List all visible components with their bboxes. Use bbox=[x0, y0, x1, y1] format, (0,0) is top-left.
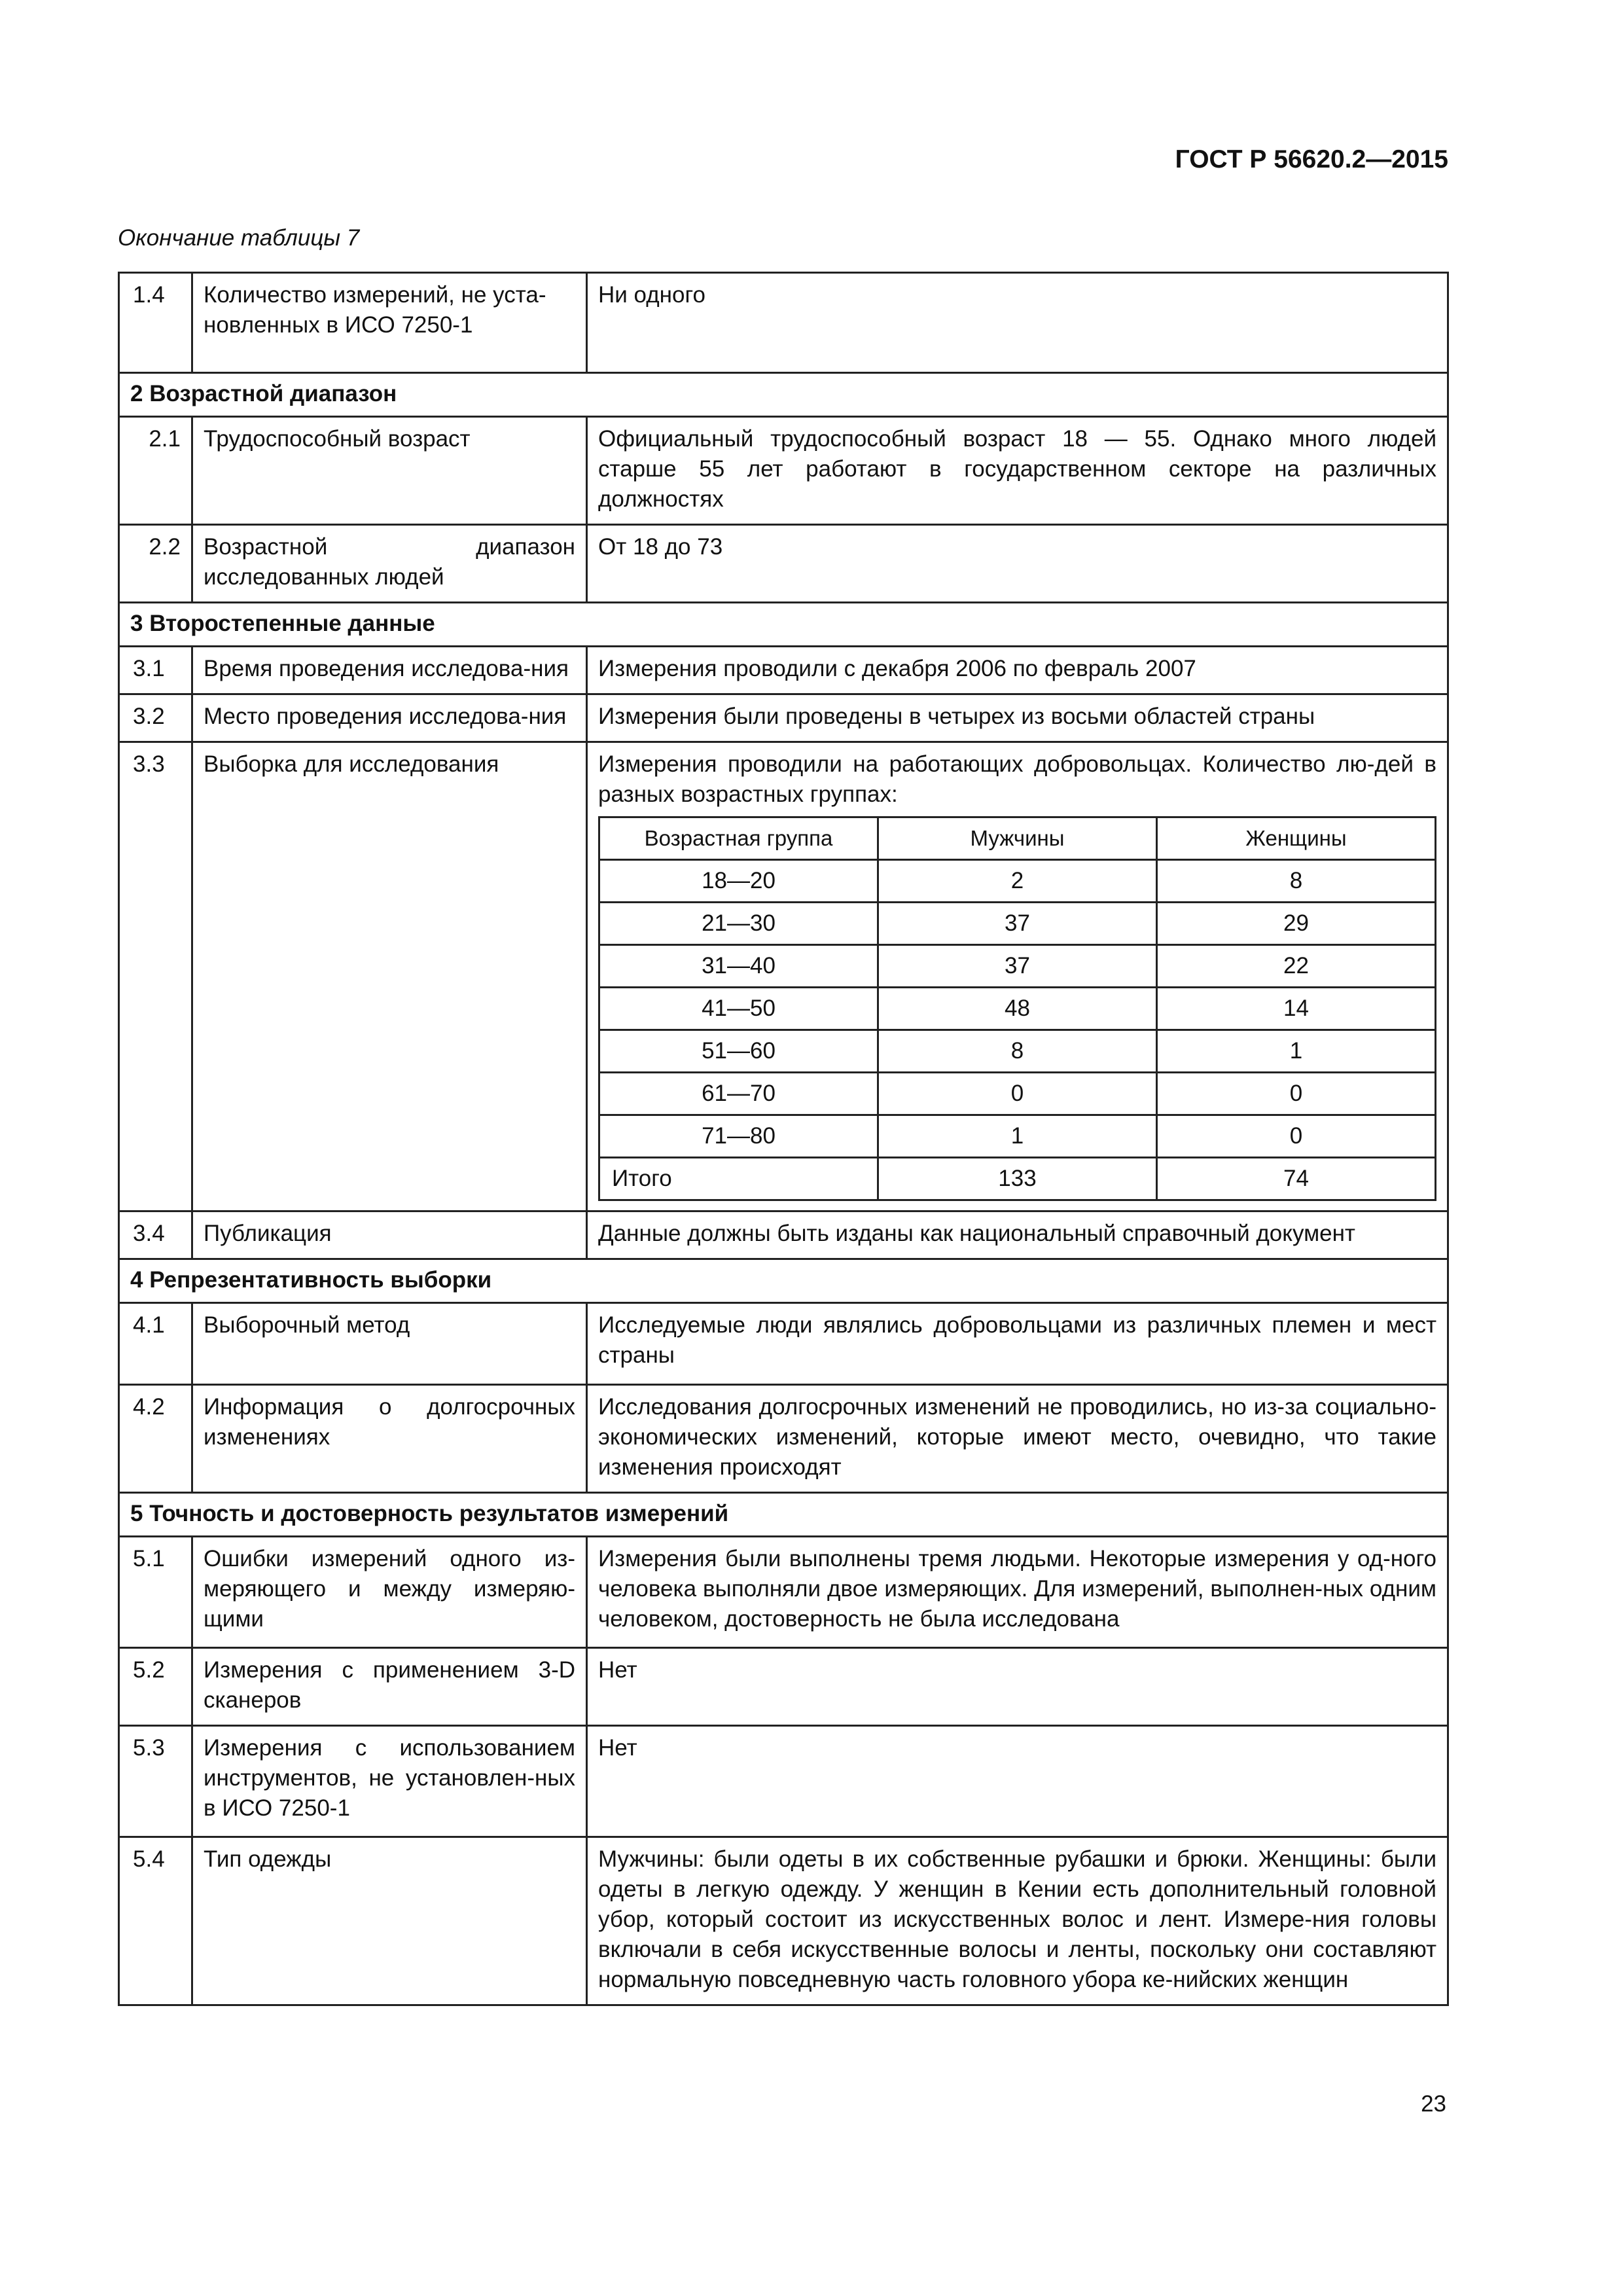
row-value: Исследования долгосрочных изменений не проводились, но из-за социально-экономических изменений, которые имеют место, очевидно, что такие изменения происходят bbox=[587, 1385, 1448, 1493]
men-count: 48 bbox=[878, 988, 1157, 1030]
row-name: Публикация bbox=[192, 1211, 587, 1259]
section-row bbox=[119, 1493, 1448, 1537]
row-value-cell bbox=[587, 742, 1448, 1211]
women-count: 22 bbox=[1157, 945, 1436, 988]
table-row bbox=[119, 1537, 1448, 1648]
men-count: 0 bbox=[878, 1073, 1157, 1115]
row-name: Место проведения исследова-ния bbox=[192, 694, 587, 742]
row-number: 5.2 bbox=[119, 1648, 192, 1726]
age-table-header: Мужчины bbox=[878, 817, 1157, 860]
women-count: 0 bbox=[1157, 1073, 1436, 1115]
row-value: Нет bbox=[587, 1648, 1448, 1726]
row-name: Измерения с использованием инструментов, не установлен-ных в ИСО 7250-1 bbox=[192, 1726, 587, 1837]
women-count: 14 bbox=[1157, 988, 1436, 1030]
row-number: 4.2 bbox=[119, 1385, 192, 1493]
age-group: 61—70 bbox=[599, 1073, 878, 1115]
age-group-table bbox=[598, 816, 1436, 1201]
row-name: Информация о долгосрочных изменениях bbox=[192, 1385, 587, 1493]
row-number: 3.2 bbox=[119, 694, 192, 742]
age-table-header: Женщины bbox=[1157, 817, 1436, 860]
age-table-row bbox=[599, 1030, 1436, 1073]
age-group: 71—80 bbox=[599, 1115, 878, 1158]
row-value: Измерения проводили с декабря 2006 по февраль 2007 bbox=[587, 647, 1448, 694]
age-table-header-row bbox=[599, 817, 1436, 860]
row-value: Измерения были выполнены тремя людьми. Некоторые измерения у од-ного человека выполняли двое измеряющих. Для измерений, выполнен-ных одним человеком, достоверность не была исследована bbox=[587, 1537, 1448, 1648]
row-value: От 18 до 73 bbox=[587, 525, 1448, 603]
age-group: 31—40 bbox=[599, 945, 878, 988]
section-title: 2 Возрастной диапазон bbox=[119, 373, 1448, 417]
age-group: 51—60 bbox=[599, 1030, 878, 1073]
row-number: 3.1 bbox=[119, 647, 192, 694]
row-name: Ошибки измерений одного из-меряющего и между измеряю-щими bbox=[192, 1537, 587, 1648]
row-value: Данные должны быть изданы как национальный справочный документ bbox=[587, 1211, 1448, 1259]
row-number: 3.4 bbox=[119, 1211, 192, 1259]
age-table-total-row bbox=[599, 1158, 1436, 1200]
row-value: Мужчины: были одеты в их собственные рубашки и брюки. Женщины: были одеты в легкую одежду. У женщин в Кении есть дополнительный головной убор, который состоит из искусственных волос и лент. Измере-ния головы включали в себя искусственные волосы и ленты, поскольку они составляют нормальную повседневную часть головного убора ке-нийских женщин bbox=[587, 1837, 1448, 2005]
row-name: Измерения с применением 3-D сканеров bbox=[192, 1648, 587, 1726]
row-number: 3.3 bbox=[119, 742, 192, 1211]
age-group: 21—30 bbox=[599, 903, 878, 945]
women-count: 8 bbox=[1157, 860, 1436, 903]
age-group: 41—50 bbox=[599, 988, 878, 1030]
row-number: 2.1 bbox=[119, 417, 192, 525]
men-count: 8 bbox=[878, 1030, 1157, 1073]
women-total: 74 bbox=[1157, 1158, 1436, 1200]
row-value: Исследуемые люди являлись добровольцами из различных племен и мест страны bbox=[587, 1303, 1448, 1385]
section-row bbox=[119, 603, 1448, 647]
main-table bbox=[118, 272, 1449, 2006]
men-count: 37 bbox=[878, 945, 1157, 988]
row-number: 1.4 bbox=[119, 273, 192, 373]
table-caption: Окончание таблицы 7 bbox=[118, 225, 360, 251]
table-row bbox=[119, 273, 1448, 373]
row-name: Количество измерений, не уста-новленных в ИСО 7250-1 bbox=[192, 273, 587, 373]
men-count: 1 bbox=[878, 1115, 1157, 1158]
row-value: Ни одного bbox=[587, 273, 1448, 373]
standard-designation: ГОСТ Р 56620.2—2015 bbox=[1175, 145, 1448, 173]
table-row bbox=[119, 694, 1448, 742]
age-table-row bbox=[599, 988, 1436, 1030]
women-count: 1 bbox=[1157, 1030, 1436, 1073]
table-row bbox=[119, 647, 1448, 694]
women-count: 29 bbox=[1157, 903, 1436, 945]
row-number: 5.4 bbox=[119, 1837, 192, 2005]
total-label: Итого bbox=[599, 1158, 878, 1200]
row-name: Выборка для исследования bbox=[192, 742, 587, 1211]
table-row bbox=[119, 1648, 1448, 1726]
table-row bbox=[119, 525, 1448, 603]
men-count: 2 bbox=[878, 860, 1157, 903]
age-table-row bbox=[599, 1073, 1436, 1115]
table-row bbox=[119, 1726, 1448, 1837]
row-name: Трудоспособный возраст bbox=[192, 417, 587, 525]
age-table-row bbox=[599, 903, 1436, 945]
section-row bbox=[119, 1259, 1448, 1303]
section-row bbox=[119, 373, 1448, 417]
row-name: Время проведения исследова-ния bbox=[192, 647, 587, 694]
row-value: Официальный трудоспособный возраст 18 — 55. Однако много людей старше 55 лет работают в государственном секторе на различных должностях bbox=[587, 417, 1448, 525]
row-value: Измерения проводили на работающих добровольцах. Количество лю-дей в разных возрастных группах: bbox=[598, 751, 1436, 807]
table-row bbox=[119, 1303, 1448, 1385]
table-row bbox=[119, 1385, 1448, 1493]
women-count: 0 bbox=[1157, 1115, 1436, 1158]
men-count: 37 bbox=[878, 903, 1157, 945]
row-name: Тип одежды bbox=[192, 1837, 587, 2005]
table-row bbox=[119, 417, 1448, 525]
row-name: Выборочный метод bbox=[192, 1303, 587, 1385]
section-title: 5 Точность и достоверность результатов измерений bbox=[119, 1493, 1448, 1537]
age-table-row bbox=[599, 860, 1436, 903]
row-number: 4.1 bbox=[119, 1303, 192, 1385]
section-title: 3 Второстепенные данные bbox=[119, 603, 1448, 647]
row-value: Нет bbox=[587, 1726, 1448, 1837]
table-row bbox=[119, 742, 1448, 1211]
men-total: 133 bbox=[878, 1158, 1157, 1200]
row-number: 5.1 bbox=[119, 1537, 192, 1648]
table-row bbox=[119, 1211, 1448, 1259]
row-number: 2.2 bbox=[119, 525, 192, 603]
age-table-row bbox=[599, 945, 1436, 988]
row-number: 5.3 bbox=[119, 1726, 192, 1837]
page-number: 23 bbox=[1421, 2091, 1446, 2117]
row-value: Измерения были проведены в четырех из восьми областей страны bbox=[587, 694, 1448, 742]
row-name: Возрастной диапазон исследованных людей bbox=[192, 525, 587, 603]
age-table-header: Возрастная группа bbox=[599, 817, 878, 860]
section-title: 4 Репрезентативность выборки bbox=[119, 1259, 1448, 1303]
age-group: 18—20 bbox=[599, 860, 878, 903]
table-row bbox=[119, 1837, 1448, 2005]
age-table-row bbox=[599, 1115, 1436, 1158]
